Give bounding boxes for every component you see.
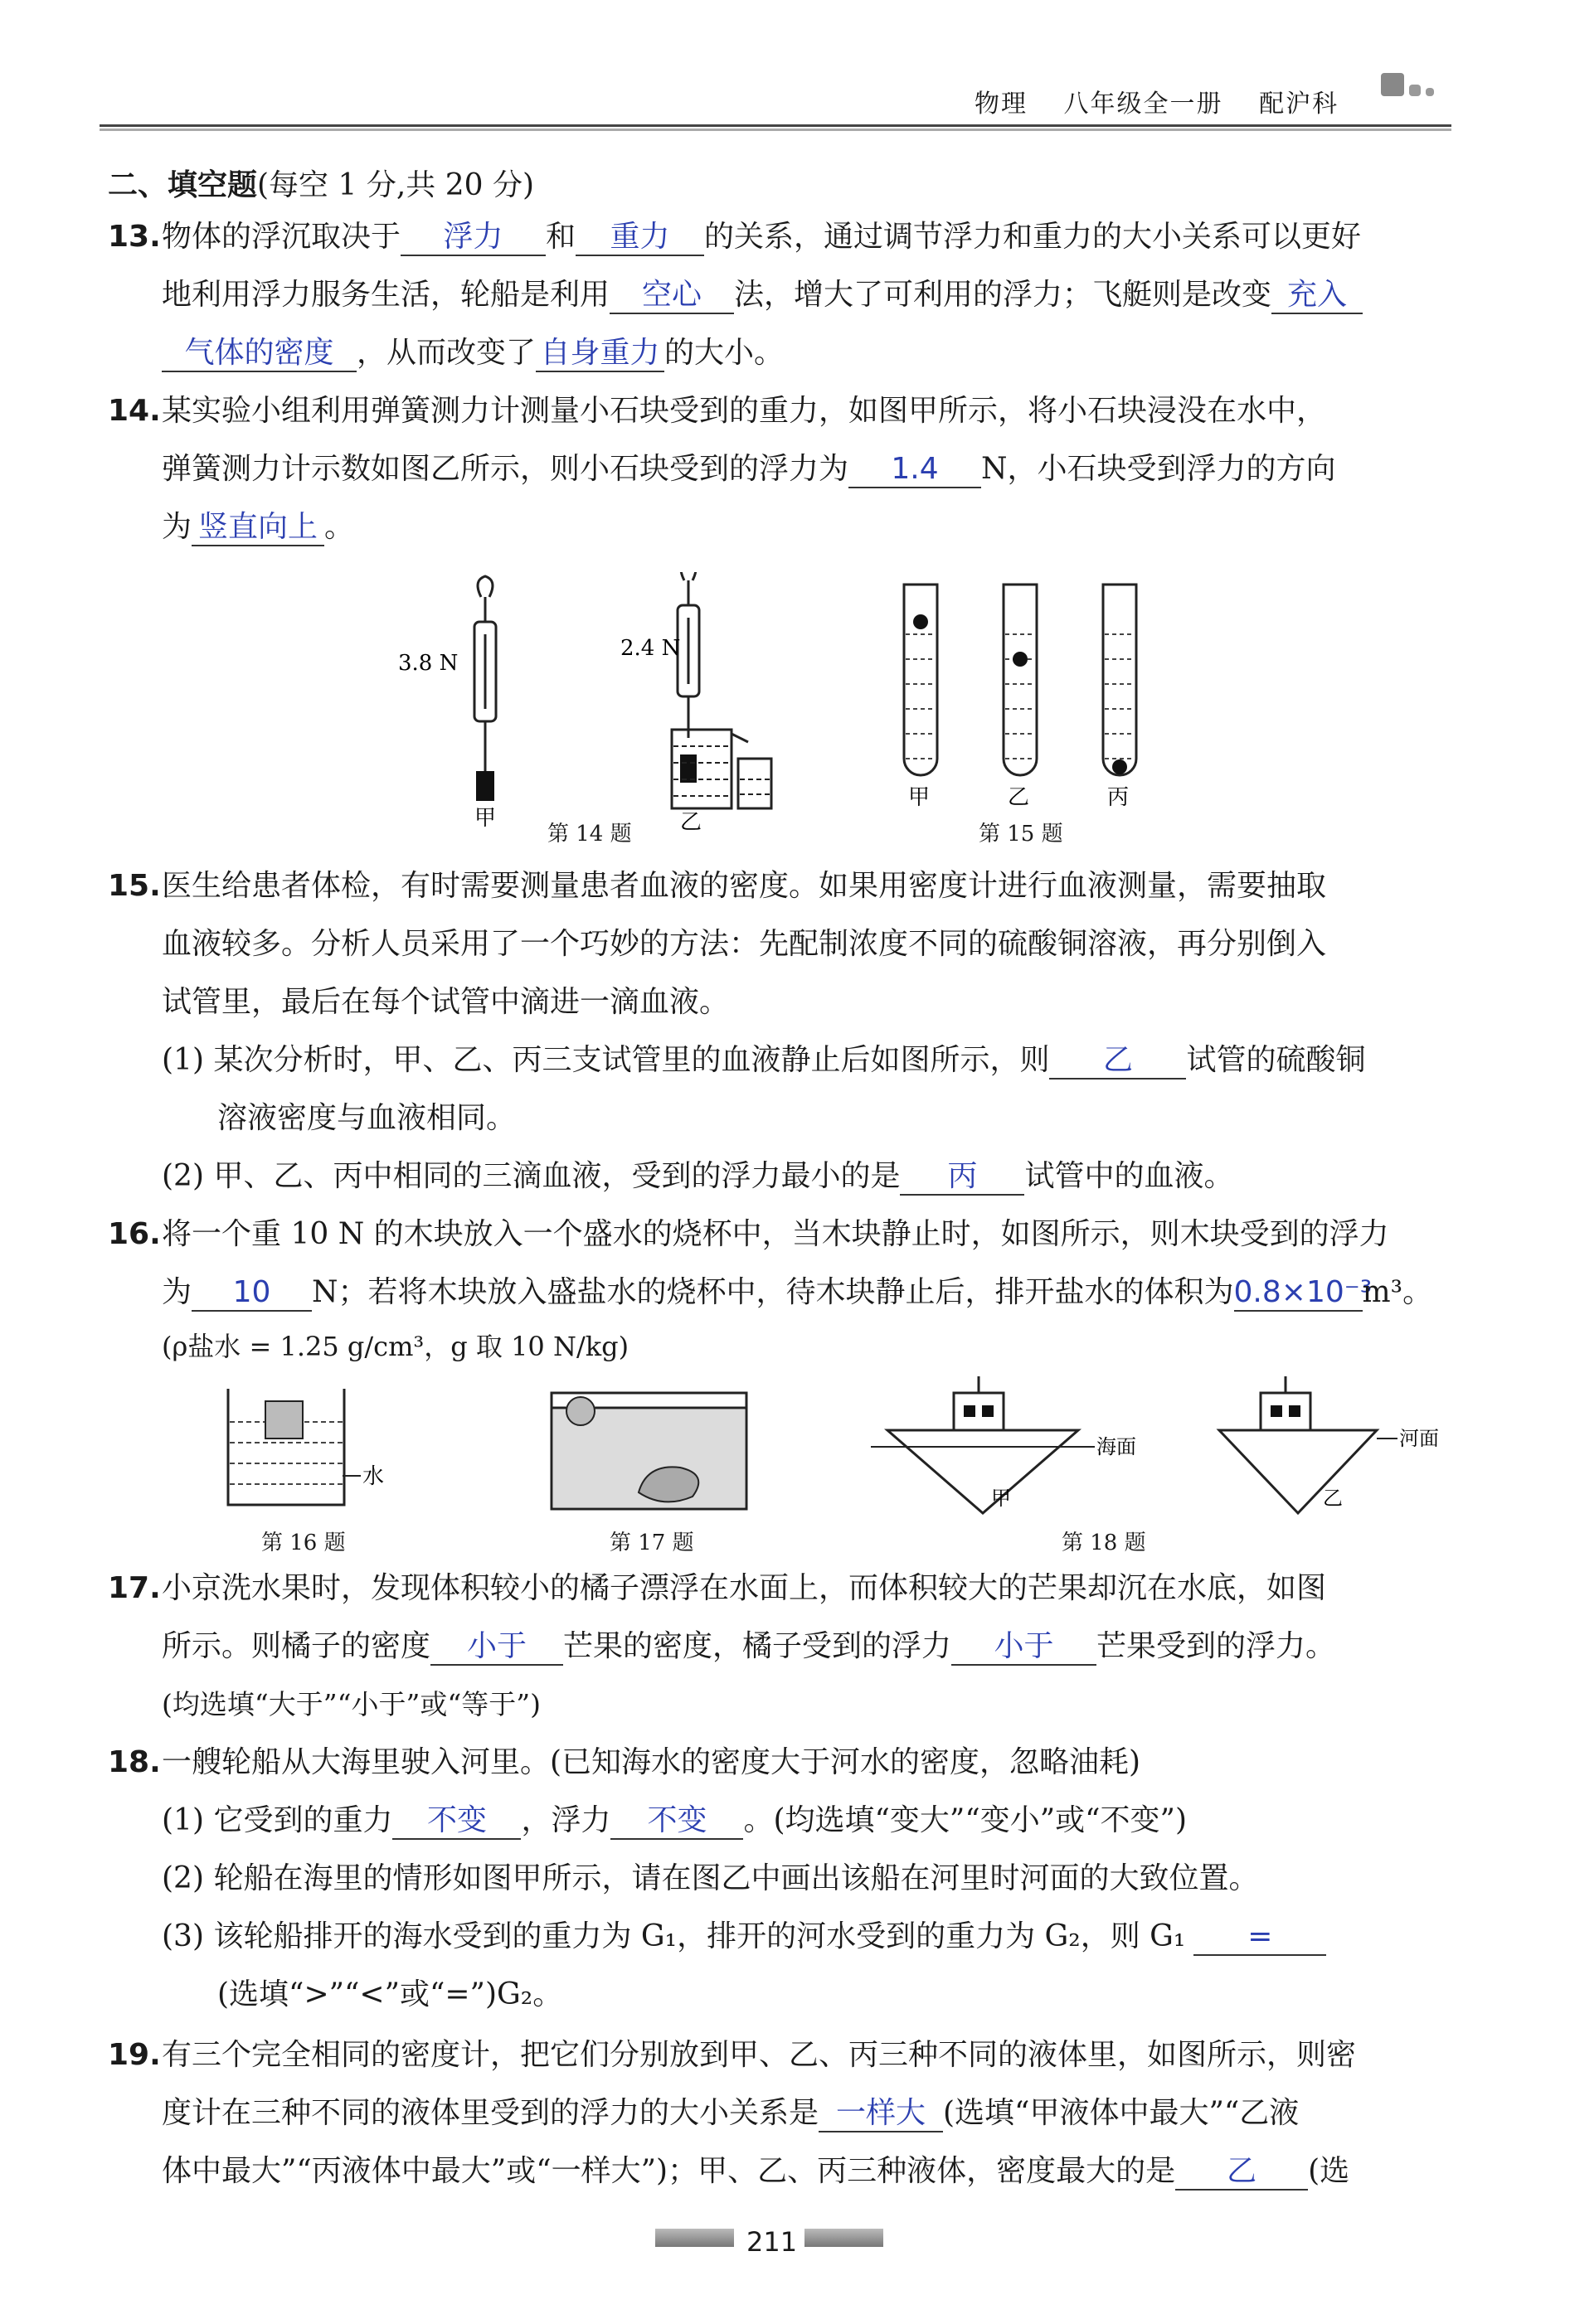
header-edition: 配沪科: [1259, 90, 1339, 119]
figure-17: [547, 1385, 755, 1517]
q18-answer-2[interactable]: 不变: [610, 1803, 743, 1840]
q13-line1: 物体的浮沉取决于 浮力 和 重力 的关系，通过调节浮力和重力的大小关系可以更好: [162, 217, 1361, 257]
question-number: 17.: [108, 1571, 161, 1605]
fig16-water: 水: [362, 1464, 385, 1489]
q16-line3: (ρ盐水 = 1.25 g/cm³，g 取 10 N/kg): [162, 1331, 629, 1362]
fig18-yi: 乙: [1323, 1487, 1343, 1510]
fig15-caption: 第 15 题: [979, 822, 1063, 847]
q17-answer-1[interactable]: 小于: [430, 1629, 563, 1666]
q17-line1: 小京洗水果时，发现体积较小的橘子漂浮在水面上，而体积较大的芒果却沉在水底，如图: [162, 1571, 1327, 1605]
figure-16: [220, 1380, 402, 1521]
page-deco-right: [804, 2229, 883, 2247]
q15-answer-2[interactable]: 丙: [900, 1159, 1024, 1196]
q13-answer-5[interactable]: 气体的密度: [162, 336, 357, 372]
q18-answer-3[interactable]: =: [1193, 1919, 1326, 1956]
question-number: 18.: [108, 1745, 161, 1779]
q19-answer-1[interactable]: 一样大: [819, 2096, 943, 2132]
q13-answer-6[interactable]: 自身重力: [536, 336, 664, 372]
q14-answer-1[interactable]: 1.4: [848, 452, 981, 488]
q13-answer-1[interactable]: 浮力: [401, 220, 546, 256]
fig15-bing: 丙: [1107, 785, 1130, 808]
q19-line3: 体中最大”“丙液体中最大”或“一样大”)；甲、乙、丙三种液体，密度最大的是 乙 (选: [162, 2152, 1349, 2191]
q15-part2: (2) 甲、乙、丙中相同的三滴血液，受到的浮力最小的是 丙 试管中的血液。: [162, 1157, 1233, 1196]
fig14-yi: 乙: [680, 810, 702, 835]
q15-part1-cont: 溶液密度与血液相同。: [217, 1101, 517, 1135]
question-number: 19.: [108, 2038, 161, 2072]
page-number: 211: [746, 2226, 798, 2258]
header-decoration-icon: [1381, 73, 1439, 99]
header-subject: 物理: [975, 90, 1028, 119]
fig18-jia: 甲: [991, 1487, 1011, 1510]
fig15-yi: 乙: [1008, 785, 1030, 808]
q18-part2: (2) 轮船在海里的情形如图甲所示，请在图乙中画出该船在河里时河面的大致位置。: [162, 1861, 1259, 1895]
q18-line1: 一艘轮船从大海里驶入河里。(已知海水的密度大于河水的密度，忽略油耗): [162, 1745, 1141, 1779]
q13-answer-3[interactable]: 空心: [610, 278, 734, 314]
q16-answer-2[interactable]: 0.8×10⁻³: [1234, 1275, 1363, 1312]
q14-answer-2[interactable]: 竖直向上: [192, 510, 324, 546]
fig14-label-a: 3.8 N: [398, 651, 459, 676]
figure-18: [871, 1364, 1451, 1521]
q16-line1: 将一个重 10 N 的木块放入一个盛水的烧杯中，当木块静止时，如图所示，则木块受到的浮力: [162, 1217, 1389, 1251]
fig18-river: 河面: [1399, 1427, 1439, 1450]
q13-answer-4[interactable]: 充入: [1271, 278, 1363, 314]
question-number: 15.: [108, 869, 161, 903]
section-title: 二、填空题(每空 1 分,共 20 分): [108, 168, 535, 202]
q18-part3-cont: (选填“>”“<”或“=”)G₂。: [217, 1977, 563, 2011]
question-number: 14.: [108, 394, 161, 428]
figure-15: [887, 576, 1169, 808]
q18-part3: (3) 该轮船排开的海水受到的重力为 G₁，排开的河水受到的重力为 G₂，则 G₁ =: [162, 1917, 1326, 1957]
q15-line1: 医生给患者体检，有时需要测量患者血液的密度。如果用密度计进行血液测量，需要抽取: [162, 869, 1327, 903]
figure-14: [398, 572, 780, 837]
question-number: 13.: [108, 220, 161, 254]
fig18-caption: 第 18 题: [1062, 1531, 1146, 1555]
q18-part1: (1) 它受到的重力 不变 ，浮力 不变 。(均选填“变大”“变小”或“不变”): [162, 1801, 1187, 1841]
page-deco-left: [655, 2229, 734, 2247]
q16-answer-1[interactable]: 10: [192, 1275, 312, 1312]
running-header: [975, 83, 1365, 119]
fig17-caption: 第 17 题: [610, 1531, 694, 1555]
section-note: (每空 1 分,共 20 分): [257, 168, 535, 202]
fig14-caption: 第 14 题: [547, 822, 632, 847]
q15-answer-1[interactable]: 乙: [1049, 1043, 1186, 1080]
fig15-jia: 甲: [908, 785, 931, 808]
q19-line1: 有三个完全相同的密度计，把它们分别放到甲、乙、丙三种不同的液体里，如图所示，则密: [162, 2038, 1357, 2072]
q13-line3: 气体的密度 ，从而改变了 自身重力 的大小。: [162, 333, 784, 373]
fig18-sea: 海面: [1096, 1435, 1136, 1458]
q13-answer-2[interactable]: 重力: [576, 220, 704, 256]
header-grade: 八年级全一册: [1063, 90, 1223, 119]
q15-part1: (1) 某次分析时，甲、乙、丙三支试管里的血液静止后如图所示，则 乙 试管的硫酸铜: [162, 1041, 1365, 1080]
q14-line1: 某实验小组利用弹簧测力计测量小石块受到的重力，如图甲所示，将小石块浸没在水中，: [162, 394, 1327, 428]
question-number: 16.: [108, 1217, 161, 1251]
q15-line2: 血液较多。分析人员采用了一个巧妙的方法：先配制浓度不同的硫酸铜溶液，再分别倒入: [162, 927, 1327, 961]
q16-line2: 为 10 N；若将木块放入盛盐水的烧杯中，待木块静止后，排开盐水的体积为0.8×10⁻³m³。: [162, 1273, 1432, 1312]
fig14-jia: 甲: [474, 806, 497, 831]
q18-answer-1[interactable]: 不变: [392, 1803, 521, 1840]
q14-line3: 为 竖直向上 。: [162, 507, 354, 547]
q19-answer-2[interactable]: 乙: [1175, 2154, 1308, 2191]
fig16-caption: 第 16 题: [261, 1531, 346, 1555]
q17-line2: 所示。则橘子的密度 小于 芒果的密度，橘子受到的浮力 小于 芒果受到的浮力。: [162, 1627, 1335, 1667]
q17-line3: (均选填“大于”“小于”或“等于”): [162, 1688, 541, 1720]
q13-line2: 地利用浮力服务生活，轮船是利用 空心 法，增大了可利用的浮力；飞艇则是改变 充入: [162, 275, 1363, 315]
q19-line2: 度计在三种不同的液体里受到的浮力的大小关系是 一样大 (选填“甲液体中最大”“乙液: [162, 2094, 1299, 2133]
q17-answer-2[interactable]: 小于: [951, 1629, 1096, 1666]
q14-line2: 弹簧测力计示数如图乙所示，则小石块受到的浮力为 1.4 N，小石块受到浮力的方向: [162, 449, 1336, 489]
q15-line3: 试管里，最后在每个试管中滴进一滴血液。: [162, 985, 730, 1019]
fig14-label-b: 2.4 N: [620, 636, 681, 661]
header-rule: [100, 124, 1451, 131]
